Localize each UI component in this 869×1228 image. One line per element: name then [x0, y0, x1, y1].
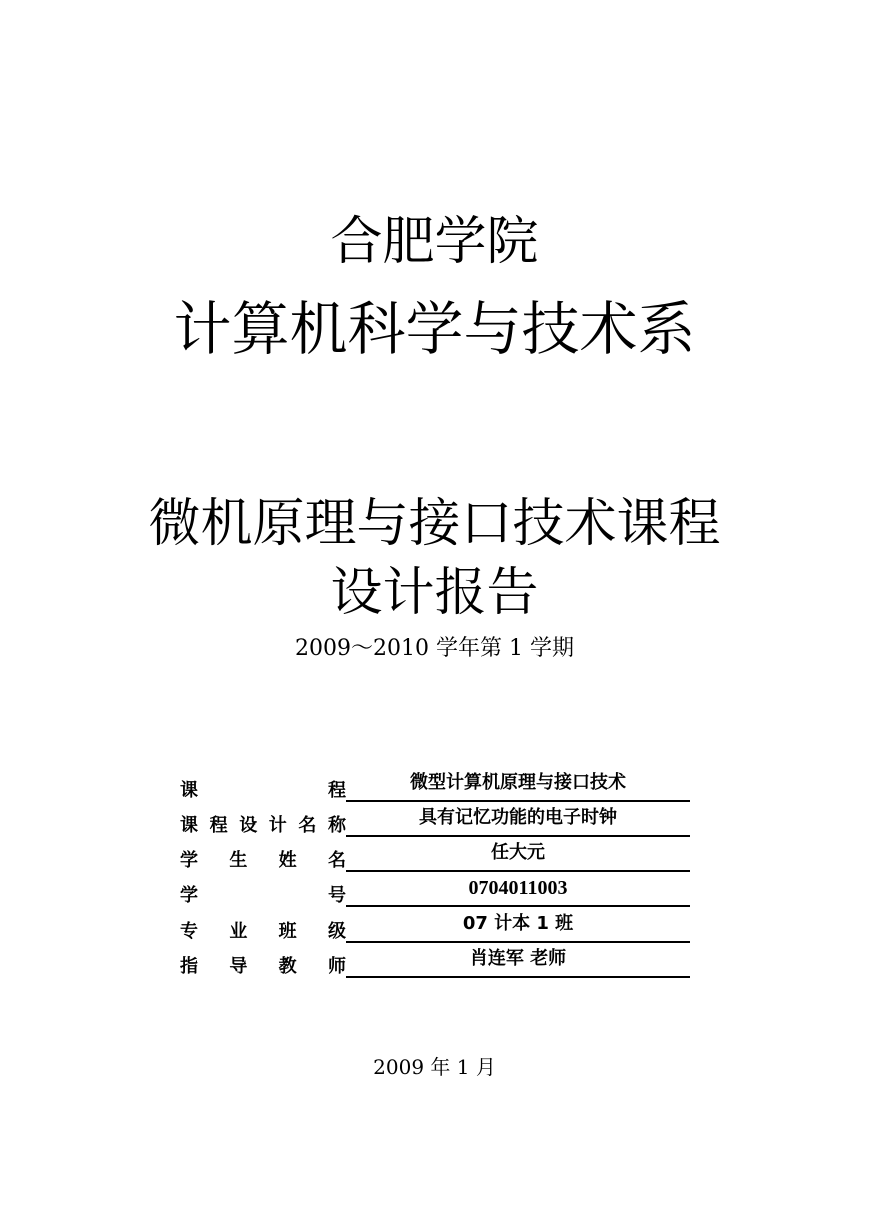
label-char: 学: [180, 885, 198, 906]
label-char: 称: [327, 815, 346, 836]
info-row-design-name: [180, 803, 690, 837]
info-row-student-id: [180, 873, 690, 907]
label-char: 程: [328, 780, 346, 801]
report-title-line2: 设计报告: [330, 563, 539, 623]
term-text: 2009～2010 学年第 1 学期: [295, 636, 574, 661]
info-value-student-name: 任大元: [346, 840, 690, 872]
label-char: 名: [298, 815, 317, 836]
label-char: 教: [278, 956, 297, 977]
report-title-line1: 微机原理与接口技术课程: [148, 494, 721, 554]
label-char: 生: [229, 850, 248, 871]
department-name: 计算机科学与技术系: [173, 295, 696, 363]
info-label-advisor: [180, 958, 346, 976]
label-char: 业: [229, 921, 248, 942]
info-label-course: [180, 782, 346, 800]
info-label-student-name: [180, 852, 346, 870]
info-value-design-name: 具有记忆功能的电子时钟: [346, 805, 690, 837]
label-char: 师: [327, 956, 346, 977]
report-date: 2009 年 1 月: [373, 1055, 496, 1079]
label-char: 设: [239, 815, 258, 836]
label-char: 名: [327, 850, 346, 871]
info-value-advisor: 肖连军 老师: [346, 946, 690, 978]
info-row-course: [180, 768, 690, 802]
label-char: 号: [328, 885, 346, 906]
info-value-class: 07 计本 1 班: [346, 911, 690, 943]
info-row-advisor: [180, 944, 690, 978]
label-char: 级: [327, 921, 346, 942]
label-char: 计: [268, 815, 287, 836]
label-char: 课: [180, 815, 198, 836]
label-char: 学: [180, 850, 198, 871]
info-value-course: 微型计算机原理与接口技术: [346, 770, 690, 802]
info-label-student-id: [180, 887, 346, 905]
label-char: 程: [209, 815, 228, 836]
label-char: 课: [180, 780, 198, 801]
info-value-student-id: 0704011003: [346, 875, 690, 907]
info-label-class: [180, 923, 346, 941]
label-char: 班: [278, 921, 297, 942]
info-row-student-name: [180, 838, 690, 872]
label-char: 姓: [278, 850, 297, 871]
label-char: 指: [180, 956, 198, 977]
info-row-class: [180, 909, 690, 943]
school-name: 合肥学院: [330, 212, 539, 272]
info-label-design-name: [180, 817, 346, 835]
label-char: 专: [180, 921, 198, 942]
label-char: 导: [229, 956, 248, 977]
